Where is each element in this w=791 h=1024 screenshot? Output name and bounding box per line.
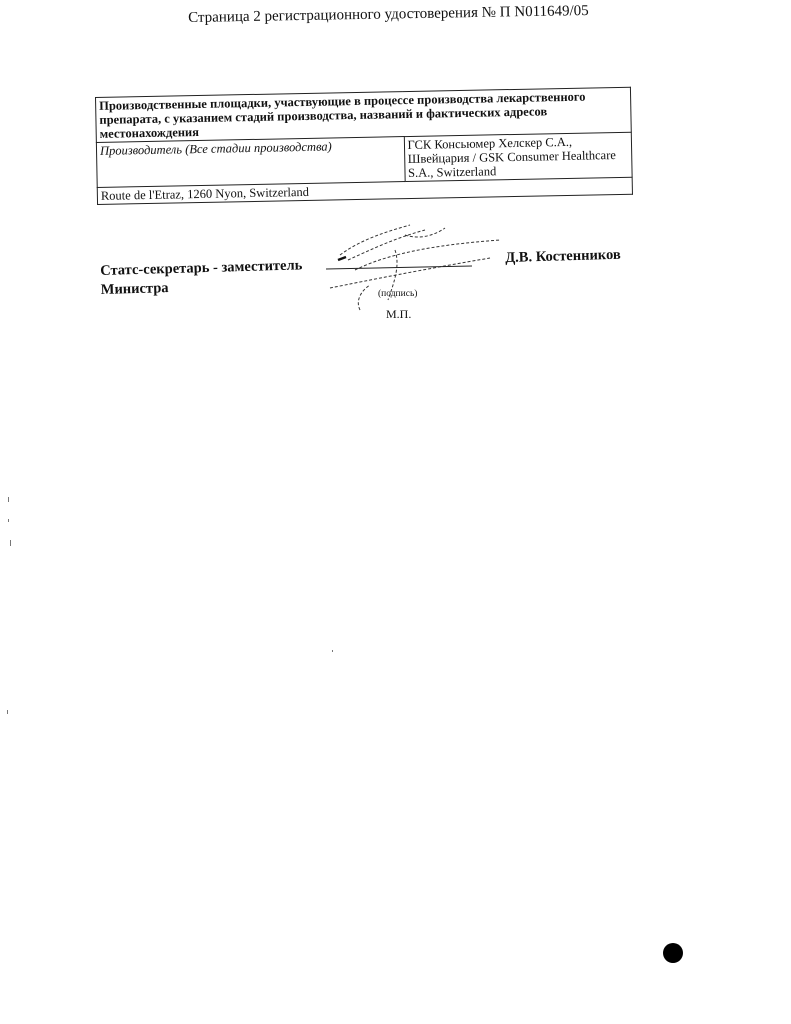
scan-speck xyxy=(7,710,8,714)
table-heading: Производственные площадки, участвующие в процессе производства лекарственного препарата, с указанием стадий производства, названий и фактических адресов местонахождения xyxy=(96,87,632,142)
signature-caption: (подпись) xyxy=(378,289,418,299)
scan-speck xyxy=(8,519,9,522)
manufacturer-name: ГСК Консьюмер Хелскер С.А., Швейцария / GSK Consumer Healthcare S.A., Switzerland xyxy=(404,132,632,181)
stamp-mark: М.П. xyxy=(386,307,412,321)
production-sites-table xyxy=(95,87,633,205)
manufacturer-address: Route de l'Etraz, 1260 Nyon, Switzerland xyxy=(97,177,632,204)
signer-name: Д.В. Костенников xyxy=(505,246,621,266)
scan-speck xyxy=(10,540,11,546)
position-line-1: Статс-секретарь - заместитель xyxy=(100,257,303,279)
position-line-2: Министра xyxy=(100,280,169,298)
manufacturer-label: Производитель (Все стадии производства) xyxy=(96,137,404,188)
page-header: Страница 2 регистрационного удостоверения № П N011649/05 xyxy=(188,3,589,26)
scan-speck xyxy=(332,650,333,652)
black-dot-mark xyxy=(663,943,683,963)
scan-speck xyxy=(8,497,9,502)
signer-position xyxy=(100,256,303,300)
